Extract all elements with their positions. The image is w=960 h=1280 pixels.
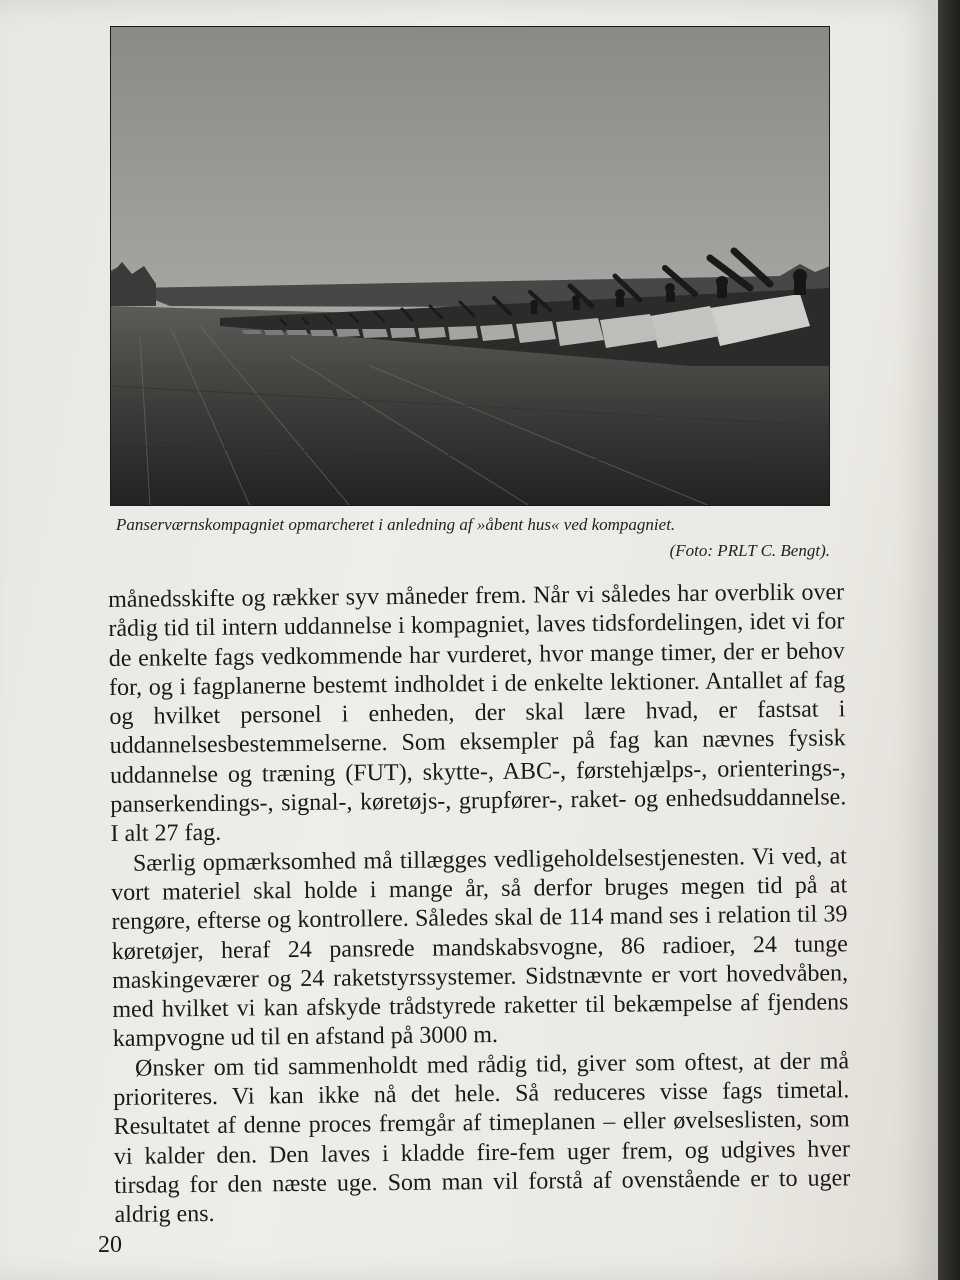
photo-credit: (Foto: PRLT C. Bengt). (669, 541, 830, 560)
photo-image (110, 26, 830, 506)
page-number: 20 (98, 1232, 122, 1258)
photo-caption (110, 512, 830, 564)
page-edge (938, 0, 960, 1280)
body-text (108, 578, 851, 1230)
vehicle-row-photo (110, 26, 830, 506)
paragraph: månedsskifte og rækker syv måneder frem. Når vi således har overblik over rådig tid til intern uddannelse i kompagniet, laves tidsfordelingen, idet vi for de enkelte fags vedkommende har vurderet, hvor mange timer, der er behov for, og i fagplanerne bestemt indholdet i de enkelte lektioner. Antallet af fag og hvilket personel i enheden, der skal lære hvad, er fastsat i uddannelsesbestemmelserne. Som eksempler på fag kan nævnes fysisk uddannelse og træning (FUT), skytte-, ABC-, førstehjælps-, orienterings-, panserkendings-, signal-, køretøjs-, grupfører-, raket- og enhedsuddannelse. I alt 27 fag. (108, 579, 847, 848)
caption-text: Panserværnskompagniet opmarcheret i anledning af »åbent hus« ved kompagniet. (116, 515, 676, 534)
paragraph: Særlig opmærksomhed må tillægges vedligeholdelsestjenesten. Vi ved, at vort materiel skal holde i mange år, så derfor bruges megen tid på at rengøre, efterse og kontrollere. Således skal de 114 mand ses i relation til 39 køretøjer, heraf 24 pansrede mandskabsvogne, 86 radioer, 24 tunge maskingeværer og 24 raketstyrssystemer. Sidstnævnte er vort hovedvåben, med hvilket vi kan afskyde trådstyrede raketter til bekæmpelse af fjendens kampvogne ud til en afstand på 3000 m. (111, 842, 849, 1053)
paragraph: Ønsker om tid sammenholdt med rådig tid, giver som oftest, at der må prioriteres. Vi kan ikke nå det hele. Så reduceres visse fags timetal. Resultatet af denne proces fremgår af timeplanen – eller øvelseslisten, som vi kalder den. Den laves i kladde fire-fem uger frem, og udgives hver tirsdag for den næste uge. Som man vil forstå af ovenstående er to uger aldrig ens. (113, 1048, 851, 1229)
